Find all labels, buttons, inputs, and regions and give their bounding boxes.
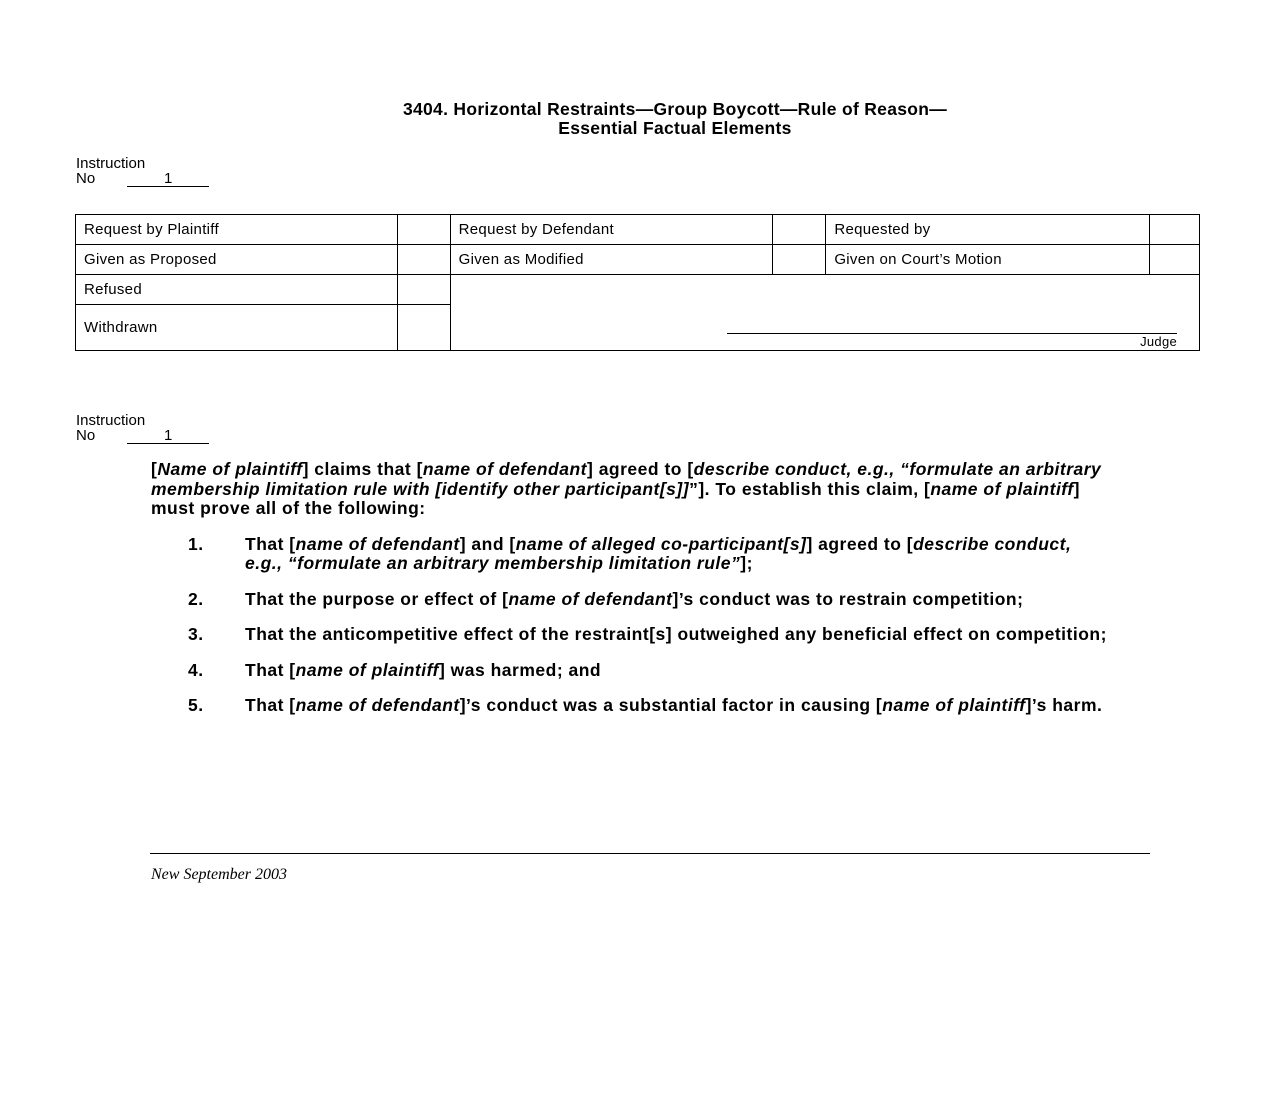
instruction-number-value: 1	[127, 429, 209, 444]
item-number: 4.	[188, 659, 204, 680]
list-item: 2. That the purpose or effect of [name of defendant]’s conduct was to restrain competition;	[188, 588, 1024, 609]
given-as-proposed-box[interactable]	[397, 245, 450, 275]
item-number: 2.	[188, 588, 204, 609]
title-line-2: Essential Factual Elements	[558, 118, 792, 138]
request-by-plaintiff-label: Request by Plaintiff	[76, 215, 398, 245]
withdrawn-box[interactable]	[397, 305, 450, 351]
judge-signature-area	[450, 275, 1199, 351]
judge-label: Judge	[1140, 334, 1177, 349]
instruction-no-label: No	[76, 427, 96, 444]
judge-signature-line[interactable]	[727, 333, 1177, 334]
footer-note: New September 2003	[151, 866, 287, 883]
requested-by-box[interactable]	[1150, 215, 1200, 245]
given-as-modified-box[interactable]	[773, 245, 826, 275]
given-on-courts-motion-label: Given on Court’s Motion	[826, 245, 1150, 275]
instruction-number-bottom	[76, 413, 209, 444]
instruction-label: Instruction	[76, 412, 146, 429]
request-by-plaintiff-box[interactable]	[397, 215, 450, 245]
instruction-title	[300, 100, 1050, 138]
refused-label: Refused	[76, 275, 398, 305]
withdrawn-label: Withdrawn	[76, 305, 398, 351]
instruction-no-label: No	[76, 170, 96, 187]
list-item: 4. That [name of plaintiff] was harmed; and	[188, 659, 602, 680]
given-as-proposed-label: Given as Proposed	[76, 245, 398, 275]
instruction-body	[151, 460, 1111, 732]
elements-list	[151, 535, 1111, 716]
instruction-number-top	[76, 156, 209, 187]
intro-paragraph: [Name of plaintiff] claims that [name of defendant] agreed to [describe conduct, e.g., “formulate an arbitrary membership limitation rule with [identify other participant[s]]”]. To establish this claim, [name of plaintiff] must prove all of the following:	[151, 459, 1102, 518]
list-item: 3. That the anticompetitive effect of the restraint[s] outweighed any beneficial effect on competition;	[188, 624, 1107, 644]
title-line-1: 3404. Horizontal Restraints—Group Boycott—Rule of Reason—	[402, 99, 948, 119]
request-by-defendant-box[interactable]	[773, 215, 826, 245]
list-item: 5. That [name of defendant]’s conduct was a substantial factor in causing [name of plaintiff]’s harm.	[188, 695, 1103, 715]
item-number: 5.	[188, 695, 204, 715]
instruction-label: Instruction	[76, 155, 146, 172]
given-on-courts-motion-box[interactable]	[1150, 245, 1200, 275]
list-item: 1. That [name of defendant] and [name of alleged co-participant[s]] agreed to [describe conduct, e.g., “formulate an arbitrary membership limitation rule”];	[188, 533, 1072, 573]
request-status-table	[75, 214, 1200, 351]
requested-by-label: Requested by	[826, 215, 1150, 245]
given-as-modified-label: Given as Modified	[450, 245, 773, 275]
instruction-number-value: 1	[127, 172, 209, 187]
item-number: 3.	[188, 624, 204, 644]
request-by-defendant-label: Request by Defendant	[450, 215, 773, 245]
refused-box[interactable]	[397, 275, 450, 305]
item-number: 1.	[188, 533, 204, 554]
footer-divider	[150, 853, 1150, 854]
